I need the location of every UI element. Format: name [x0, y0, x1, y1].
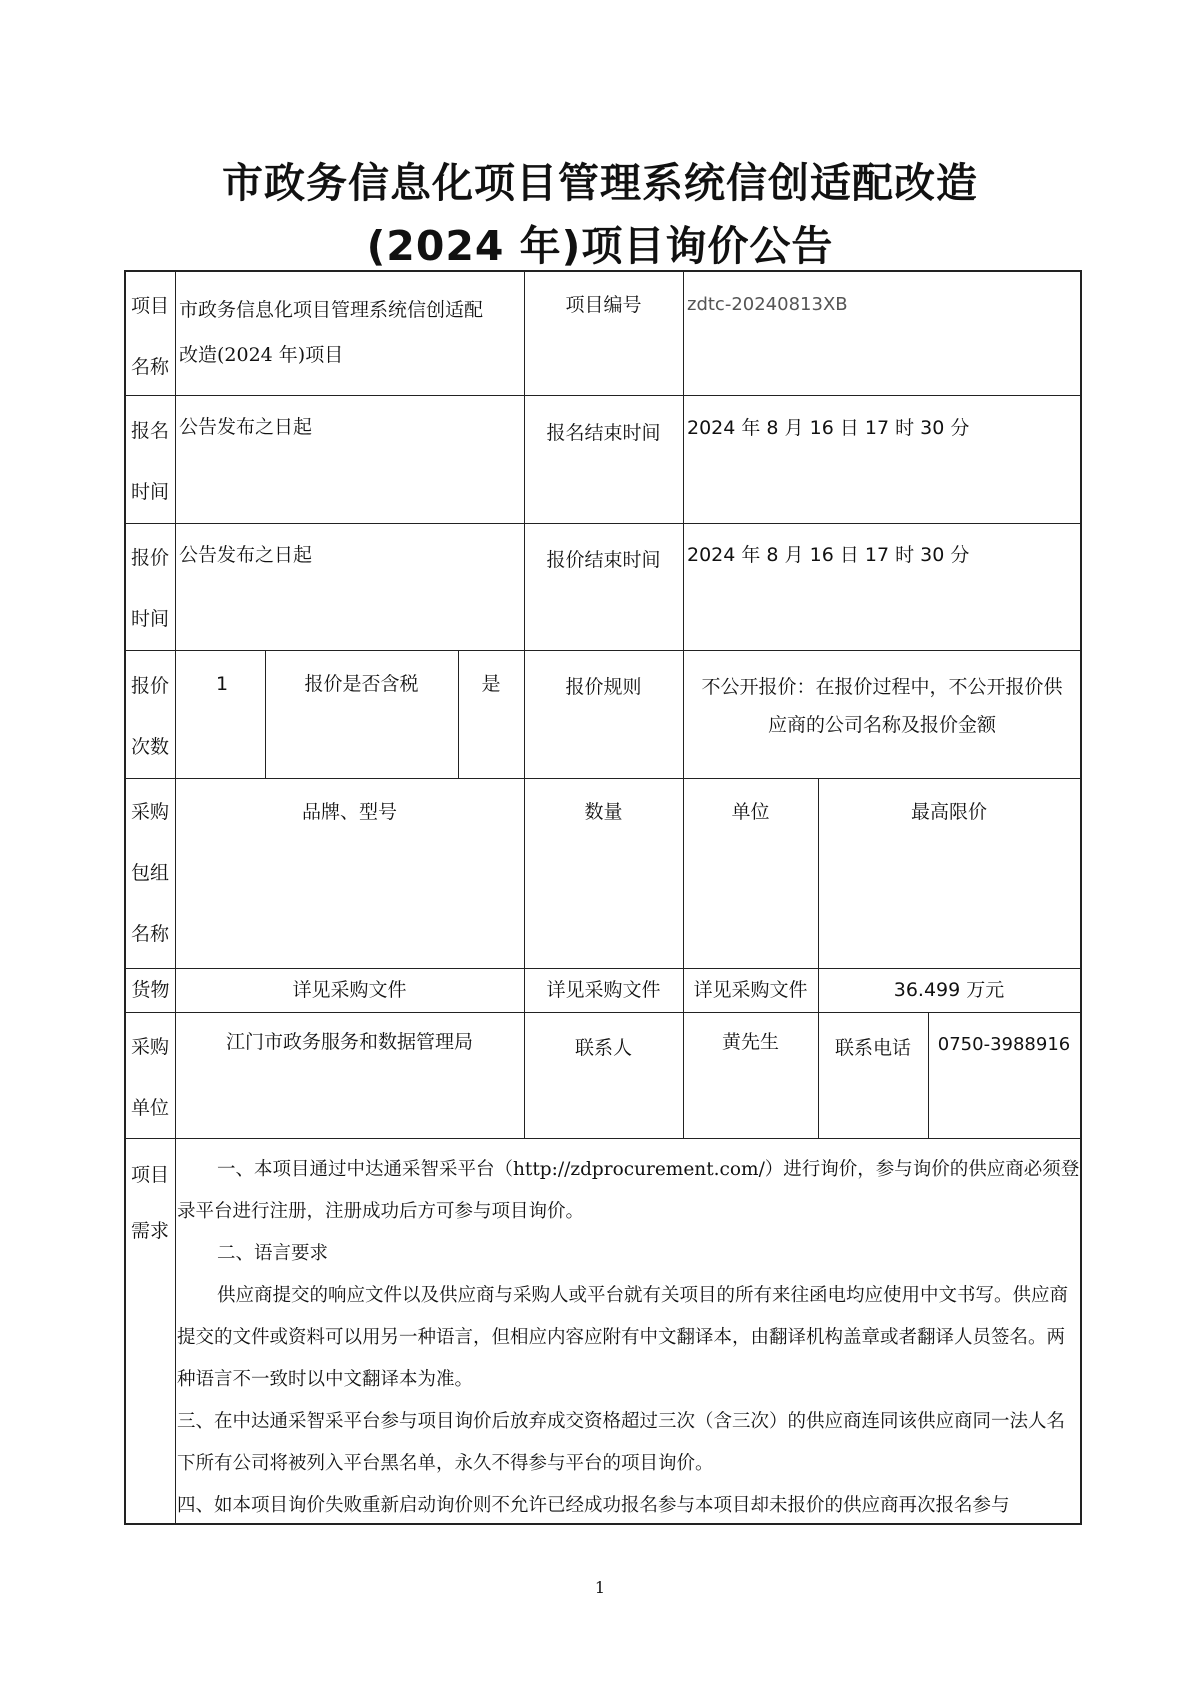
- label-line: 项目: [130, 1164, 169, 1186]
- table-row-divider: [124, 968, 1082, 969]
- contact-value: 黄先生: [721, 1031, 779, 1053]
- tax-included-value: 是: [481, 673, 501, 695]
- signup-start-value: 公告发布之日起: [179, 416, 313, 438]
- table-col-divider: [818, 778, 819, 1138]
- table-row-divider: [124, 778, 1082, 779]
- signup-end-value: 2024 年 8 月 16 日 17 时 30 分: [687, 417, 970, 439]
- project-name-line: 改造(2024 年)项目: [179, 344, 344, 366]
- goods-unit: 详见采购文件: [693, 979, 808, 1001]
- header-brand-model: 品牌、型号: [301, 801, 397, 823]
- quote-end-value: 2024 年 8 月 16 日 17 时 30 分: [687, 544, 970, 566]
- requirements-label: [128, 1160, 172, 1277]
- quote-rule-line: 不公开报价：在报价过程中，不公开报价供: [701, 676, 1063, 698]
- table-col-divider: [175, 270, 176, 1525]
- requirement-paragraph: 二、语言要求: [217, 1243, 329, 1264]
- label-line: 报名: [130, 420, 169, 442]
- quote-rule-label: 报价规则: [565, 676, 642, 698]
- table-row-divider: [124, 1138, 1082, 1139]
- table-border-left: [124, 270, 126, 1525]
- document-title-line-2: (2024 年)项目询价公告: [366, 222, 834, 270]
- page-number: 1: [594, 1578, 606, 1597]
- requirements-text: [177, 1149, 1082, 1527]
- label-line: 报价: [130, 547, 169, 569]
- label-line: 项目: [130, 295, 169, 317]
- header-max-price: 最高限价: [910, 801, 987, 823]
- label-line: 采购: [130, 1036, 169, 1058]
- label-line: 需求: [130, 1220, 169, 1242]
- project-name-value: [179, 288, 521, 378]
- phone-label: 联系电话: [834, 1037, 911, 1059]
- label-line: 报价: [130, 675, 169, 697]
- purchaser-label: [128, 1032, 172, 1154]
- phone-value: 0750-3988916: [937, 1034, 1071, 1055]
- contact-label: 联系人: [574, 1037, 632, 1059]
- project-name-line: 市政务信息化项目管理系统信创适配: [179, 299, 484, 321]
- project-code-label: 项目编号: [565, 294, 642, 316]
- table-row-divider: [124, 395, 1082, 396]
- signup-end-label: 报名结束时间: [546, 422, 661, 444]
- quote-count-label: [128, 671, 172, 793]
- project-code-value: zdtc-20240813XB: [687, 294, 848, 315]
- quote-rule-line: 应商的公司名称及报价金额: [767, 714, 996, 736]
- requirement-paragraph: 一、本项目通过中达通采智采平台（http://zdprocurement.com/）进行询价，参与询价的供应商必须登录平台进行注册，注册成功后方可参与项目询价。: [177, 1159, 1080, 1222]
- label-line: 时间: [130, 481, 169, 503]
- goods-label: 货物: [131, 979, 170, 1001]
- quote-rule-value: [684, 668, 1080, 744]
- label-line: 名称: [130, 356, 169, 378]
- label-line: 采购: [130, 801, 169, 823]
- tax-included-label: 报价是否含税: [304, 673, 419, 695]
- label-line: 名称: [130, 923, 169, 945]
- requirement-paragraph: 四、如本项目询价失败重新启动询价则不允许已经成功报名参与本项目却未报价的供应商再次报名参与: [177, 1495, 1010, 1516]
- table-border-top: [124, 270, 1082, 272]
- goods-max-price: 36.499 万元: [893, 979, 1005, 1001]
- goods-brand-model: 详见采购文件: [292, 979, 407, 1001]
- purchaser-name: 江门市政务服务和数据管理局: [225, 1031, 473, 1053]
- label-line: 时间: [130, 608, 169, 630]
- quote-time-label: [128, 543, 172, 665]
- header-quantity: 数量: [584, 801, 623, 823]
- quote-start-value: 公告发布之日起: [179, 544, 313, 566]
- document-title-line-1: 市政务信息化项目管理系统信创适配改造: [222, 159, 978, 207]
- label-line: 次数: [130, 736, 169, 758]
- table-col-divider: [524, 270, 525, 1138]
- table-row-divider: [124, 523, 1082, 524]
- label-line: 包组: [130, 862, 169, 884]
- requirement-paragraph: 供应商提交的响应文件以及供应商与采购人或平台就有关项目的所有来往函电均应使用中文书写。供应商提交的文件或资料可以用另一种语言，但相应内容应附有中文翻译本，由翻译机构盖章或者翻译人员签名。两种语言不一致时以中文翻译本为准。: [177, 1285, 1069, 1390]
- label-line: 单位: [130, 1097, 169, 1119]
- table-row-divider: [124, 1012, 1082, 1013]
- table-row-divider: [124, 650, 1082, 651]
- project-name-label: [128, 291, 172, 413]
- requirement-paragraph: 三、在中达通采智采平台参与项目询价后放弃成交资格超过三次（含三次）的供应商连同该供应商同一法人名下所有公司将被列入平台黑名单，永久不得参与平台的项目询价。: [177, 1411, 1066, 1474]
- package-label: [128, 797, 172, 980]
- signup-time-label: [128, 416, 172, 538]
- goods-quantity: 详见采购文件: [546, 979, 661, 1001]
- quote-end-label: 报价结束时间: [546, 549, 661, 571]
- quote-count-value: 1: [216, 673, 229, 695]
- header-unit: 单位: [731, 801, 770, 823]
